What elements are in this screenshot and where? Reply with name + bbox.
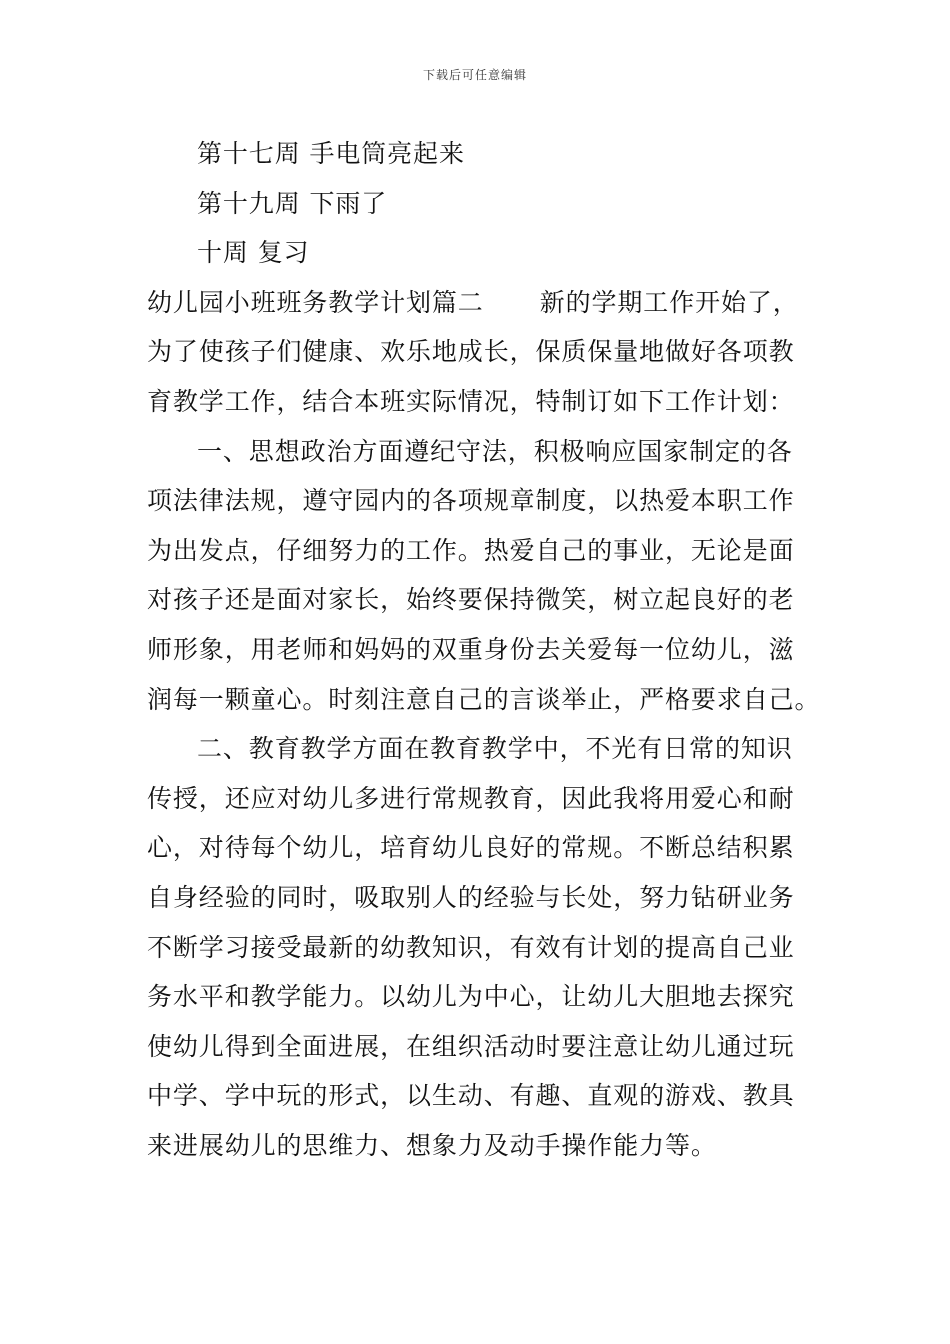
paragraph-1-line: 师形象，用老师和妈妈的双重身份去关爱每一位幼儿，滋 [147, 634, 795, 664]
document-body [147, 129, 821, 1170]
paragraph-1-line: 项法律法规，遵守园内的各项规章制度，以热爱本职工作 [147, 486, 795, 516]
intro-text-line: 为了使孩子们健康、欢乐地成长，保质保量地做好各项教 [147, 337, 795, 367]
paragraph-2-line: 使幼儿得到全面进展，在组织活动时要注意让幼儿通过玩 [147, 1031, 795, 1061]
paragraph-1-line: 对孩子还是面对家长，始终要保持微笑，树立起良好的老 [147, 585, 795, 615]
paragraph-2-line: 务水平和教学能力。以幼儿为中心，让幼儿大胆地去探究 [147, 982, 795, 1012]
paragraph-2-line: 中学、学中玩的形式，以生动、有趣、直观的游戏、教具 [147, 1081, 795, 1111]
paragraph-2-line: 来进展幼儿的思维力、想象力及动手操作能力等。 [147, 1130, 717, 1160]
paragraph-2-line: 心，对待每个幼儿，培育幼儿良好的常规。不断总结积累 [147, 833, 795, 863]
section-title: 幼儿园小班班务教学计划篇二 [147, 287, 484, 317]
schedule-item: 十周 复习 [197, 238, 310, 268]
paragraph-1-line: 为出发点，仔细努力的工作。热爱自己的事业，无论是面 [147, 535, 795, 565]
schedule-item: 第十七周 手电筒亮起来 [197, 139, 465, 168]
intro-text-start: 新的学期工作开始了， [539, 287, 799, 317]
paragraph-2-line: 二、教育教学方面在教育教学中，不光有日常的知识 [197, 734, 793, 764]
page-header-note: 下载后可任意编辑 [422, 68, 527, 82]
paragraph-2-line: 传授，还应对幼儿多进行常规教育，因此我将用爱心和耐 [147, 783, 795, 813]
intro-text-line: 育教学工作，结合本班实际情况，特制订如下工作计划： [147, 386, 795, 416]
section-heading-line [147, 278, 812, 328]
paragraph-1-line: 润每一颗童心。时刻注意自己的言谈举止，严格要求自己。 [147, 684, 821, 714]
paragraph-2-line: 不断学习接受最新的幼教知识，有效有计划的提高自己业 [147, 932, 795, 962]
schedule-item: 第十九周 下雨了 [197, 188, 388, 218]
paragraph-1-line: 一、思想政治方面遵纪守法，积极响应国家制定的各 [197, 436, 793, 466]
paragraph-2-line: 自身经验的同时，吸取别人的经验与长处，努力钻研业务 [147, 882, 795, 912]
